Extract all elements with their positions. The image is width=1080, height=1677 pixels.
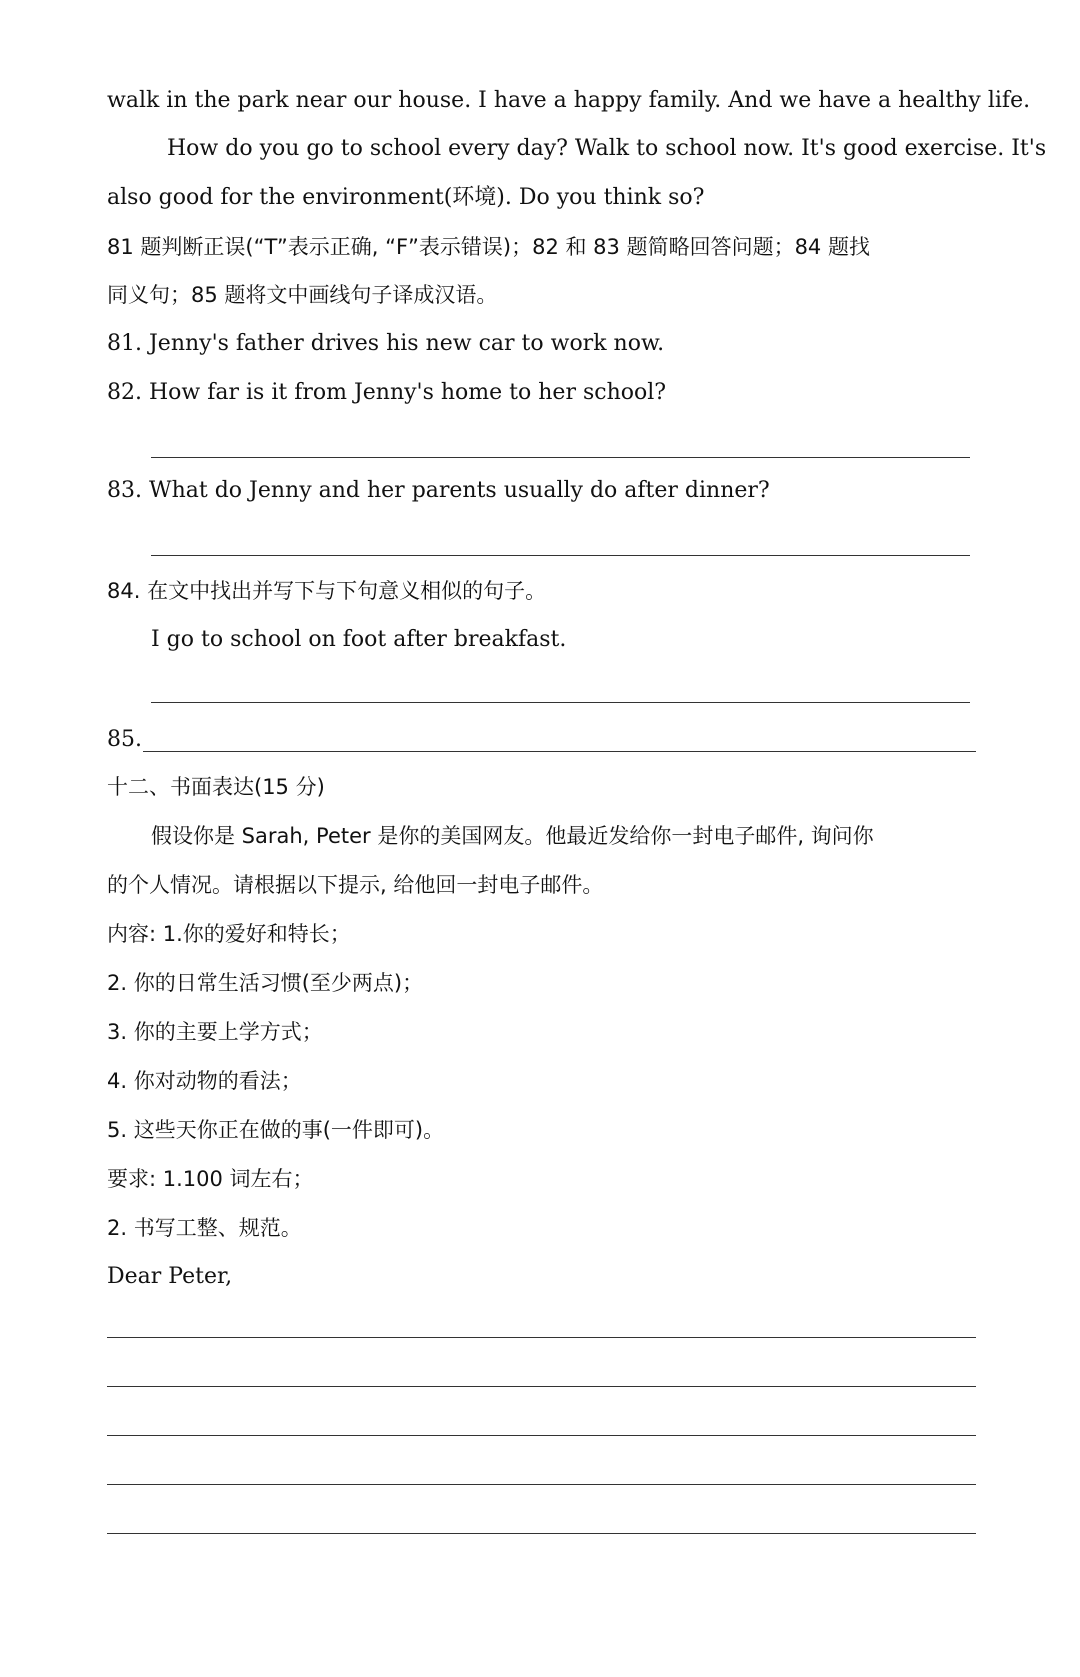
answer-line-83[interactable] [151,555,970,556]
answer-line-85[interactable] [143,751,976,752]
writing-line[interactable] [107,1435,976,1436]
question-85: 85. [107,727,142,752]
question-84: 84. 在文中找出并写下与下句意义相似的句子。 [107,579,547,603]
answer-line-84[interactable] [151,702,970,703]
passage-line-3: also good for the environment(环境). Do you think so? [107,185,705,210]
section-heading: 十二、书面表达(15 分) [107,775,325,799]
instructions-line-2: 同义句；85 题将文中画线句子译成汉语。 [107,283,498,307]
question-83: 83. What do Jenny and her parents usually do after dinner? [107,478,770,503]
answer-line-82[interactable] [151,457,970,458]
question-82: 82. How far is it from Jenny's home to her school? [107,380,667,405]
writing-prompt-line-2: 的个人情况。请根据以下提示, 给他回一封电子邮件。 [107,873,604,897]
passage-line-1: walk in the park near our house. I have a happy family. And we have a healthy life. [107,88,1031,113]
content-item-1: 内容: 1.你的爱好和特长； [107,922,351,946]
requirement-1: 要求: 1.100 词左右； [107,1167,314,1191]
content-item-4: 4. 你对动物的看法； [107,1069,302,1093]
content-item-5: 5. 这些天你正在做的事(一件即可)。 [107,1118,445,1142]
letter-salutation: Dear Peter, [107,1264,233,1289]
writing-prompt-line-1: 假设你是 Sarah, Peter 是你的美国网友。他最近发给你一封电子邮件, 询问你 [151,824,874,848]
instructions-line-1: 81 题判断正误(“T”表示正确, “F”表示错误)；82 和 83 题简略回答问题；84 题找 [107,235,870,259]
question-84-sentence: I go to school on foot after breakfast. [151,627,567,652]
writing-line[interactable] [107,1484,976,1485]
question-81: 81. Jenny's father drives his new car to work now. [107,331,665,356]
content-item-2: 2. 你的日常生活习惯(至少两点)； [107,971,424,995]
writing-line[interactable] [107,1386,976,1387]
passage-line-2: How do you go to school every day? Walk to school now. It's good exercise. It's [167,136,1047,161]
writing-line[interactable] [107,1337,976,1338]
content-item-3: 3. 你的主要上学方式； [107,1020,323,1044]
writing-line[interactable] [107,1533,976,1534]
requirement-2: 2. 书写工整、规范。 [107,1216,302,1240]
